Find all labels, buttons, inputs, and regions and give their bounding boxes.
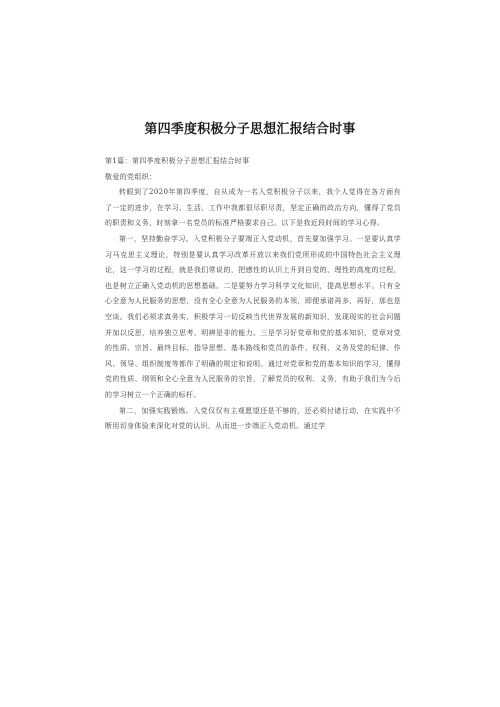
paragraph-second-point: 第二，加强实践锻炼。入党仅仅有主观愿望还是不够的，还必须付诸行动，在实践中不断用切身体验来深化对党的认识，从而进一步端正入党动机。通过学 — [105, 406, 401, 431]
document-title: 第四季度积极分子思想汇报结合时事 — [144, 122, 356, 137]
document-body — [105, 154, 401, 435]
paragraph-intro: 转眼到了2020年第四季度，自从成为一名入党积极分子以来，我个人觉得在各方面有了一定的进步，在学习、生活、工作中我都很尽职尽责，坚定正确的政治方向，懂得了党员的职责和义务，时刻拿一名党员的标准严格要求自己。以下是我近段时间的学习心得。 — [105, 188, 401, 228]
paragraph-first-point: 第一，坚持勤奋学习。入党积极分子要端正入党动机，首先要加强学习。一是要认真学习马克思主义理论，特别是要认真学习改革开放以来我们党所形成的中国特色社会主义理论，这一学习的过程，就是我们常说的，把感性的认识上升到自觉的、理性的高度的过程，也是树立正确入党动机的思想基础。二是要努力学习科学文化知识，提高思想水平。只有全心全意为人民服务的思想，没有全心全意为人民服务的本领，即便承诺再多，再好，那也是空谈。我们必须求真务实，积极学习一切反映当代世界发展的新知识，发现现实的社会问题并加以反思，培养独立思考、明辨是非的能力。三是学习好党章和党的基本知识，党章对党的性质、宗旨、最终目标、指导思想、基本路线和党员的条件、权利、义务及党的纪律、作风、领导、组织制度等都作了明确的规定和说明。通过对党章和党的基本知识的学习，懂得党的性质、纲领和全心全意为人民服务的宗旨，了解党员的权利、义务，有助于我们为今后的学习树立一个正确的标杆。 — [105, 234, 401, 399]
salutation: 敬爱的党组织： — [105, 172, 157, 181]
section-heading: 第1篇：第四季度积极分子思想汇报结合时事 — [105, 157, 250, 165]
